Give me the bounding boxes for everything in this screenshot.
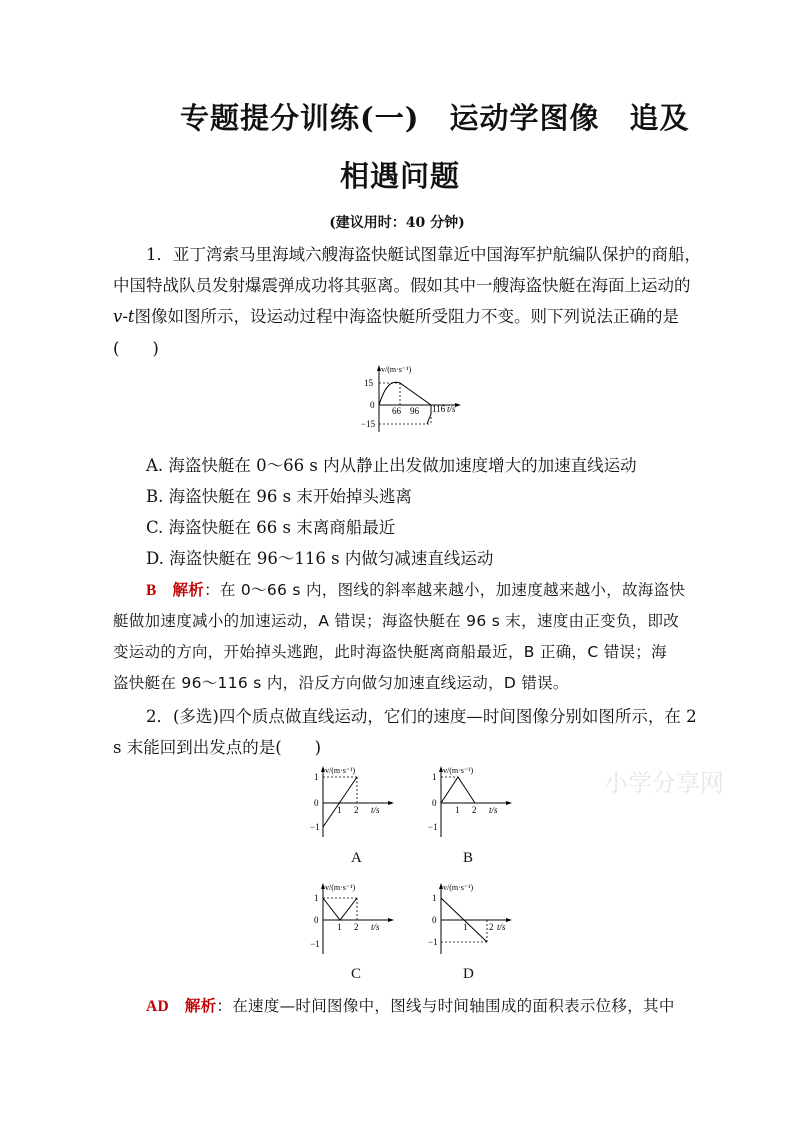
- svg-text:2: 2: [354, 922, 359, 932]
- q2-analysis-line1: AD 解析：在速度—时间图像中，图线与时间轴围成的面积表示位移，其中: [146, 997, 675, 1015]
- q1-vt-graph: [355, 362, 465, 437]
- q1-analysis-label: 解析: [172, 581, 205, 599]
- svg-text:2: 2: [472, 805, 477, 815]
- q1-xtick-66: 66: [392, 406, 401, 416]
- svg-text:1: 1: [314, 772, 319, 782]
- svg-text:1: 1: [337, 805, 342, 815]
- svg-text:2: 2: [489, 922, 494, 932]
- q1-analysis-line2: 艇做加速度减小的加速运动，A 错误；海盗快艇在 96 s 末，速度由正变负，即改: [113, 612, 680, 630]
- svg-text:v/(m·s⁻¹): v/(m·s⁻¹): [325, 766, 356, 775]
- vt-label: v-t: [113, 307, 135, 326]
- svg-text:1: 1: [463, 922, 468, 932]
- q2-caption-b: B: [463, 850, 474, 866]
- q1-analysis-line1: B 解析：在 0～66 s 内，图线的斜率越来越小，加速度越来越小，故海盗快: [146, 581, 686, 599]
- svg-text:1: 1: [432, 772, 437, 782]
- svg-text:0: 0: [432, 915, 437, 925]
- svg-text:t/s: t/s: [371, 805, 380, 815]
- q2-caption-d: D: [463, 966, 474, 982]
- q2-graph-d: [423, 880, 523, 958]
- page-title-line1: 专题提分训练(一) 运动学图像 追及: [180, 101, 690, 135]
- svg-text:t/s: t/s: [371, 922, 380, 932]
- svg-text:0: 0: [314, 915, 319, 925]
- svg-text:1: 1: [314, 893, 319, 903]
- q1-ytick-0: 0: [370, 400, 375, 410]
- q2-stem-line2: s 末能回到出发点的是( ): [113, 738, 322, 757]
- q1-ylabel: v/(m·s⁻¹): [381, 365, 412, 374]
- q1-answer: B: [146, 582, 157, 599]
- svg-text:1: 1: [337, 922, 342, 932]
- svg-text:v/(m·s⁻¹): v/(m·s⁻¹): [443, 766, 474, 775]
- svg-text:t/s: t/s: [489, 805, 498, 815]
- svg-text:−1: −1: [310, 939, 320, 949]
- svg-text:v/(m·s⁻¹): v/(m·s⁻¹): [443, 883, 474, 892]
- q2-graph-b: [423, 763, 523, 841]
- q1-ytick-neg15: −15: [361, 419, 376, 429]
- svg-text:−1: −1: [428, 822, 438, 832]
- q2-stem-line1: 2．(多选)四个质点做直线运动，它们的速度—时间图像分别如图所示，在 2: [146, 707, 697, 726]
- q2-caption-c: C: [351, 966, 362, 982]
- page-title-line2: 相遇问题: [340, 159, 461, 193]
- svg-text:v/(m·s⁻¹): v/(m·s⁻¹): [325, 883, 356, 892]
- q1-option-b: B. 海盗快艇在 96 s 末开始掉头逃离: [146, 487, 412, 506]
- q1-option-d: D. 海盗快艇在 96～116 s 内做匀减速直线运动: [146, 549, 494, 568]
- q2-analysis-label: 解析: [184, 997, 217, 1015]
- q2-caption-a: A: [351, 850, 362, 866]
- q1-xtick-116: 116: [432, 404, 446, 414]
- q1-option-a: A. 海盗快艇在 0～66 s 内从静止出发做加速度增大的加速直线运动: [146, 456, 637, 475]
- svg-text:t/s: t/s: [497, 922, 506, 932]
- q1-option-c: C. 海盗快艇在 66 s 末离商船最近: [146, 518, 396, 537]
- svg-text:−1: −1: [428, 937, 438, 947]
- q1-xlabel: t/s: [447, 404, 456, 414]
- q1-ytick-15: 15: [364, 378, 373, 388]
- q2-graph-c: [305, 880, 405, 958]
- q1-stem-line4: ( ): [113, 339, 159, 358]
- suggested-time: (建议用时：40 分钟): [329, 215, 465, 231]
- watermark: 小学分享网: [604, 769, 724, 797]
- svg-text:−1: −1: [310, 822, 320, 832]
- svg-text:0: 0: [432, 798, 437, 808]
- q1-stem-line1: 1．亚丁湾索马里海域六艘海盗快艇试图靠近中国海军护航编队保护的商船，: [146, 245, 701, 264]
- q1-stem-line3: v-t图像如图所示，设运动过程中海盗快艇所受阻力不变。则下列说法正确的是: [113, 307, 680, 326]
- svg-text:1: 1: [432, 893, 437, 903]
- q1-xtick-96: 96: [410, 406, 419, 416]
- q1-stem-line2: 中国特战队员发射爆震弹成功将其驱离。假如其中一艘海盗快艇在海面上运动的: [113, 276, 691, 295]
- q1-analysis-line4: 盗快艇在 96～116 s 内，沿反方向做匀加速直线运动，D 错误。: [113, 674, 569, 692]
- q1-analysis-line3: 变运动的方向，开始掉头逃跑，此时海盗快艇离商船最近，B 正确，C 错误；海: [113, 643, 667, 661]
- svg-text:0: 0: [314, 798, 319, 808]
- q2-graph-a: [305, 763, 405, 841]
- q2-answer: AD: [146, 998, 169, 1015]
- svg-text:2: 2: [354, 805, 359, 815]
- svg-text:1: 1: [455, 805, 460, 815]
